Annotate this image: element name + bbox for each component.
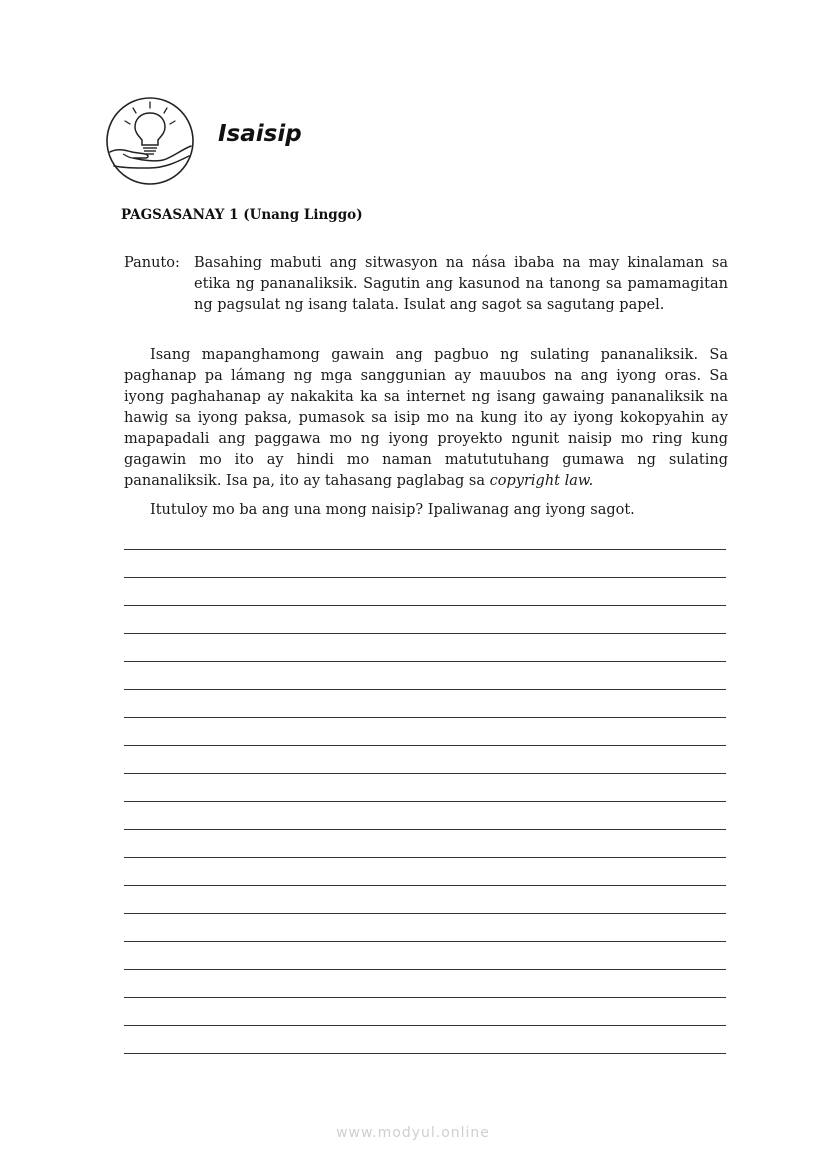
answer-line — [124, 970, 726, 998]
answer-line — [124, 718, 726, 746]
answer-line — [124, 774, 726, 802]
answer-line — [124, 802, 726, 830]
answer-line — [124, 634, 726, 662]
answer-line — [124, 886, 726, 914]
instructions-label: Panuto: — [124, 255, 180, 271]
answer-line — [124, 858, 726, 886]
instructions-text: Basahing mabuti ang sitwasyon na nása ibaba na may kinalaman sa etika ng pananaliksik. Sagutin ang kasunod na tanong sa pamamagitan ng pagsulat ng isang talata. Isulat ang sagot sa sagutang papel. — [194, 255, 728, 313]
answer-lines — [124, 549, 726, 1054]
section-title: Isaisip — [218, 121, 302, 147]
situation-passage — [124, 345, 728, 492]
exercise-title: PAGSASANAY 1 (Unang Linggo) — [121, 207, 363, 223]
instructions — [124, 253, 728, 316]
answer-line — [124, 914, 726, 942]
answer-line — [124, 942, 726, 970]
answer-line — [124, 662, 726, 690]
answer-line — [124, 998, 726, 1026]
answer-line — [124, 746, 726, 774]
lightbulb-hand-icon — [105, 96, 195, 186]
watermark: www.modyul.online — [336, 1125, 490, 1141]
answer-line — [124, 606, 726, 634]
question-text: Itutuloy mo ba ang una mong naisip? Ipaliwanag ang iyong sagot. — [150, 502, 635, 518]
answer-line — [124, 830, 726, 858]
passage-text: Isang mapanghamong gawain ang pagbuo ng sulating pananaliksik. Sa paghanap pa lámang ng mga sanggunian ay mauubos na ang iyong oras. Sa iyong paghahanap ay nakakita ka sa internet ng isang gawaing pananaliksik na hawig sa iyong paksa, pumasok sa isip mo na kung ito ay iyong kokopyahin ay mapapadali ang paggawa mo ng iyong proyekto ngunit naisip mo ring kung gagawin mo ito ay hindi mo naman matututuhang gumawa ng sulating pananaliksik. Isa pa, ito ay tahasang paglabag sa — [124, 347, 728, 489]
passage-emphasis: copyright law. — [489, 473, 594, 489]
answer-line — [124, 578, 726, 606]
answer-line — [124, 690, 726, 718]
answer-line — [124, 1026, 726, 1054]
answer-line — [124, 550, 726, 578]
